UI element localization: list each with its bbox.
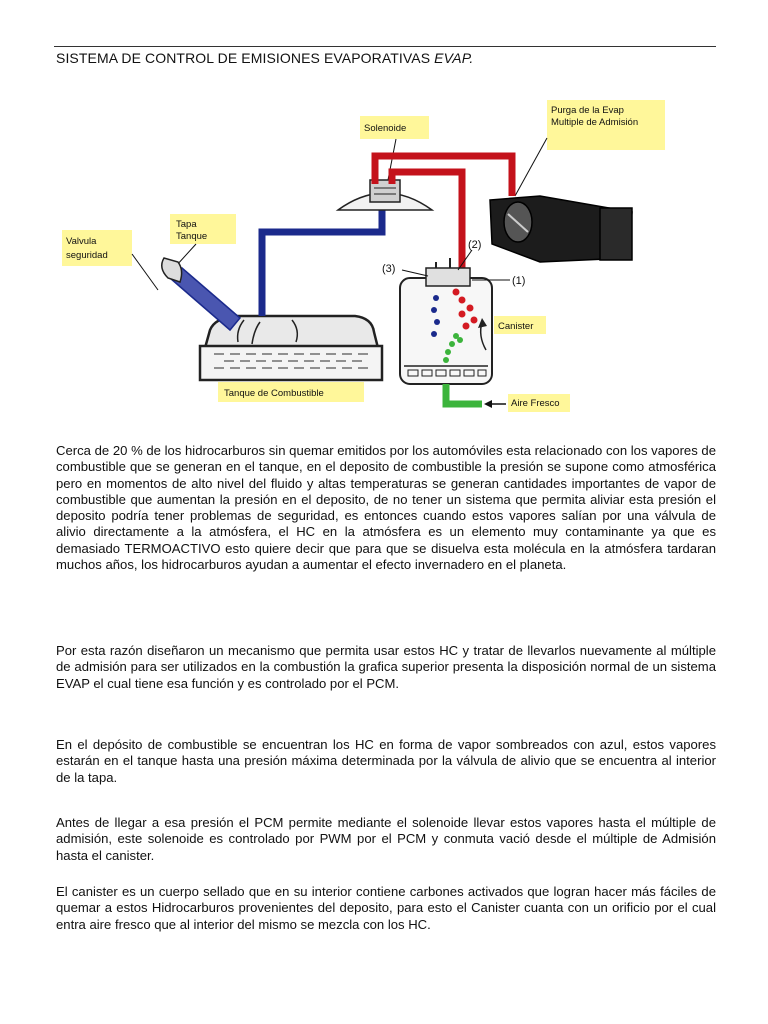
filler-neck [162, 258, 240, 330]
purge-label-line2: Multiple de Admisión [551, 117, 639, 128]
fresh-air-label: Aire Fresco [511, 398, 560, 409]
canister-label: Canister [498, 321, 534, 332]
fresh-air-pipe [446, 384, 482, 404]
paragraph-hydrocarbons-intro: Cerca de 20 % de los hidrocarburos sin quemar emitidos por los automóviles esta relacionado con los vapores de combustible que se generan en el tanque, en el deposito de combustible la presión se supone como atmosférica pero en momentos de alto nivel del fluido y altas temperaturas se generan cantidades importantes de vapor de combustible que aumentan la presión en el deposito, de no tener un sistema que permita aliviar esta presión el deposito podría tener problemas de seguridad, es entonces cuando estos vapores salían por una válvula de alivio directamente a la atmósfera, el HC en la atmósfera es un elemento muy contaminante ya que es demasiado TERMOACTIVO esto quiere decir que para que se disuelva esta molécula en la atmósfera tardaran muchos años, los hidrocarburos ayudan a aumentar el efecto invernadero en el planeta. [56, 443, 716, 573]
callout-3-leader [402, 270, 428, 276]
page-title: SISTEMA DE CONTROL DE EMISIONES EVAPORATIVAS EVAP. [56, 50, 474, 66]
valve-label-line2: seguridad [66, 250, 108, 261]
purge-leader-line [515, 138, 547, 196]
paragraph-mechanism: Por esta razón diseñaron un mecanismo que permita usar estos HC y tratar de llevarlos nuevamente al múltiple de admisión para ser utilizados en la combustión la grafica superior presenta la disposición normal de un sistema EVAP el cual tiene esa función y es controlado por el PCM. [56, 643, 716, 691]
callout-2: (2) [468, 239, 482, 251]
cap-label-line2: Tanque [176, 231, 208, 242]
paragraph-tank-vapors: En el depósito de combustible se encuentran los HC en forma de vapor sombreados con azul, estos vapores estarán en el tanque hasta una presión máxima determinada por la válvula de alivio que se encuentra al interior de la tapa. [56, 737, 716, 785]
evap-system-diagram [0, 0, 768, 430]
paragraph-canister: El canister es un cuerpo sellado que en su interior contiene carbones activados que logran hacer más fáciles de quemar a estos Hidrocarburos provenientes del deposito, para esto el Canister cuanta con un orificio por el cual entra aire fresco que al interior del mismo se mezcla con los HC. [56, 884, 716, 932]
cap-label-line1: Tapa [176, 219, 197, 230]
valve-leader-line [132, 254, 158, 290]
valve-label-line1: Valvula [66, 236, 97, 247]
intake-manifold [490, 196, 632, 262]
callout-1: (1) [512, 275, 526, 287]
purge-label-line1: Purga de la Evap [551, 105, 624, 116]
paragraph-solenoid: Antes de llegar a esa presión el PCM permite mediante el solenoide llevar estos vapores hasta el múltiple de admisión, este solenoide es controlado por PWM por el PCM y conmuta vació desde el múltiple de Admisión hasta el canister. [56, 815, 716, 863]
solenoid-label: Solenoide [364, 123, 407, 134]
solenoid-valve [338, 180, 432, 210]
canister [400, 258, 492, 384]
vapor-line [262, 196, 382, 316]
tank-label: Tanque de Combustible [224, 388, 324, 399]
callout-3: (3) [382, 263, 396, 275]
purge-line-lower [392, 172, 462, 268]
